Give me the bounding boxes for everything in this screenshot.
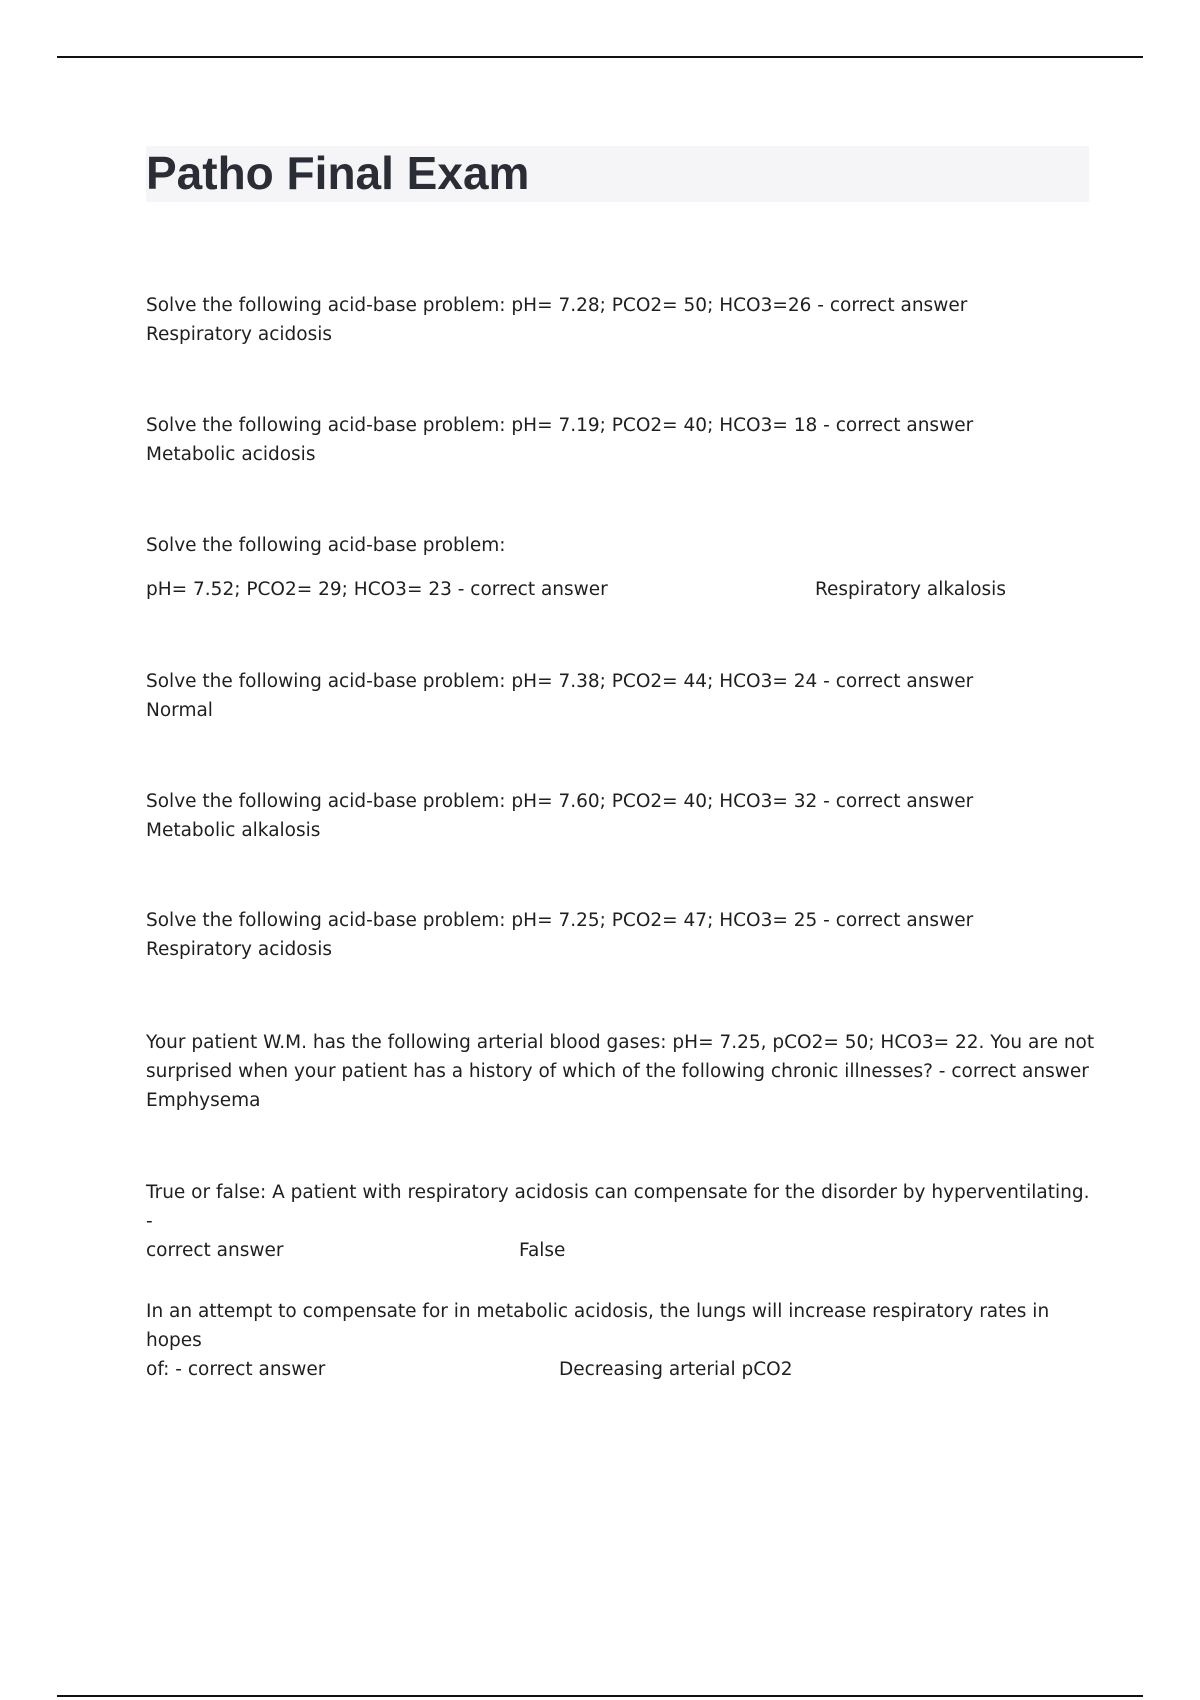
answer-text: False bbox=[519, 1240, 566, 1261]
answer-text: Normal bbox=[146, 700, 213, 721]
answer-text: Emphysema bbox=[146, 1090, 261, 1111]
question-text: Solve the following acid-base problem: bbox=[146, 535, 506, 556]
question-text: Solve the following acid-base problem: pH= 7.19; PCO2= 40; HCO3= 18 - correct answer bbox=[146, 415, 974, 436]
answer-text: Respiratory acidosis bbox=[146, 939, 333, 960]
question-line bbox=[146, 1355, 1096, 1384]
qa-item bbox=[146, 667, 1096, 725]
question-text: Solve the following acid-base problem: pH= 7.60; PCO2= 40; HCO3= 32 - correct answer bbox=[146, 791, 974, 812]
question-line bbox=[146, 575, 1096, 604]
qa-item bbox=[146, 906, 1096, 964]
qa-item bbox=[146, 787, 1096, 845]
qa-item bbox=[146, 1028, 1096, 1115]
question-text: surprised when your patient has a history of which of the following chronic illnesses? - correct answer bbox=[146, 1061, 1089, 1082]
question-text: correct answer bbox=[146, 1240, 284, 1261]
qa-item bbox=[146, 1297, 1096, 1384]
answer-text: Respiratory alkalosis bbox=[815, 579, 1006, 600]
question-text: of: - correct answer bbox=[146, 1359, 326, 1380]
bottom-rule bbox=[57, 1695, 1143, 1697]
answer-text: Metabolic acidosis bbox=[146, 444, 316, 465]
answer-text: Respiratory acidosis bbox=[146, 324, 333, 345]
question-text: Solve the following acid-base problem: pH= 7.38; PCO2= 44; HCO3= 24 - correct answer bbox=[146, 671, 974, 692]
page-title: Patho Final Exam bbox=[146, 147, 530, 199]
question-line bbox=[146, 1236, 1096, 1265]
question-text: Your patient W.M. has the following arterial blood gases: pH= 7.25, pCO2= 50; HCO3= 22. You are not bbox=[146, 1032, 1095, 1053]
answer-text: Metabolic alkalosis bbox=[146, 820, 321, 841]
question-text: In an attempt to compensate for in metabolic acidosis, the lungs will increase respiratory rates in hopes bbox=[146, 1301, 1050, 1351]
question-text: True or false: A patient with respiratory acidosis can compensate for the disorder by hyperventilating. - bbox=[146, 1182, 1090, 1232]
qa-item bbox=[146, 411, 1096, 469]
question-text: Solve the following acid-base problem: pH= 7.25; PCO2= 47; HCO3= 25 - correct answer bbox=[146, 910, 974, 931]
qa-item bbox=[146, 1178, 1096, 1265]
question-text: Solve the following acid-base problem: pH= 7.28; PCO2= 50; HCO3=26 - correct answer bbox=[146, 295, 968, 316]
answer-text: Decreasing arterial pCO2 bbox=[559, 1359, 793, 1380]
qa-item bbox=[146, 291, 1096, 349]
top-rule bbox=[57, 56, 1143, 58]
question-text: pH= 7.52; PCO2= 29; HCO3= 23 - correct answer bbox=[146, 579, 608, 600]
qa-item bbox=[146, 531, 1096, 604]
